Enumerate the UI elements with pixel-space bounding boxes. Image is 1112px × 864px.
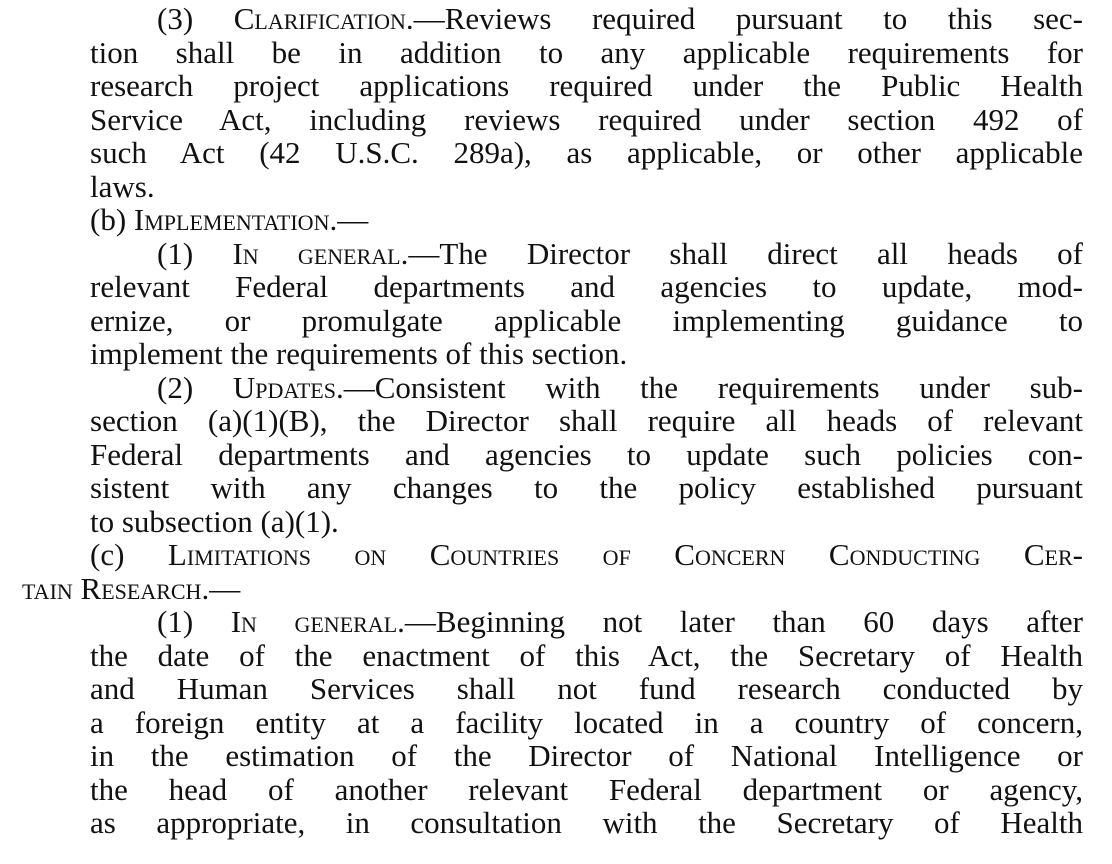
updates-line-2: section (a)(1)(B), the Director shall require all heads of relevant xyxy=(90,403,1083,438)
in-general-c-line-7: as appropriate, in consultation with the Secretary of Health xyxy=(90,805,1083,840)
in-general-b-text: The Director shall direct all heads of xyxy=(439,236,1083,271)
in-general-b-number: (1) xyxy=(157,236,194,271)
limitations-heading: Limitations on Countries of Concern Conducting Cer- xyxy=(167,537,1083,572)
updates-number: (2) xyxy=(157,370,194,405)
updates-line-5: to subsection (a)(1). xyxy=(90,504,339,539)
limitations-heading-line-2: tain Research.— xyxy=(22,571,241,606)
clarification-line-3: research project applications required under the Public Health xyxy=(90,68,1083,103)
clarification-line-4: Service Act, including reviews required under section 492 of xyxy=(90,102,1083,137)
clarification-line-6: laws. xyxy=(90,169,155,204)
in-general-b-line-2: relevant Federal departments and agencies to update, mod- xyxy=(90,269,1083,304)
updates-line-4: sistent with any changes to the policy established pursuant xyxy=(90,470,1083,505)
clarification-text: Reviews required pursuant to this sec- xyxy=(444,1,1084,36)
limitations-heading-line-1 xyxy=(90,538,1083,572)
in-general-c-line-1 xyxy=(157,605,1083,639)
updates-heading: Updates.— xyxy=(232,370,375,405)
limitations-number: (c) xyxy=(90,537,125,572)
updates-text: Consistent with the requirements under sub- xyxy=(374,370,1084,405)
in-general-c-number: (1) xyxy=(157,604,194,639)
clarification-line-2: tion shall be in addition to any applicable requirements for xyxy=(90,35,1083,70)
in-general-c-line-4: a foreign entity at a facility located in a country of concern, xyxy=(90,705,1083,740)
in-general-c-line-3: and Human Services shall not fund research conducted by xyxy=(90,671,1083,706)
clarification-line-1 xyxy=(157,2,1083,36)
in-general-b-line-1 xyxy=(157,237,1083,271)
updates-line-1 xyxy=(157,371,1083,405)
implementation-heading-line xyxy=(90,203,368,237)
clarification-number: (3) xyxy=(157,1,194,36)
in-general-b-line-3: ernize, or promulgate applicable implementing guidance to xyxy=(90,303,1083,338)
in-general-c-line-6: the head of another relevant Federal department or agency, xyxy=(90,772,1083,807)
clarification-line-5: such Act (42 U.S.C. 289a), as applicable, or other applicable xyxy=(90,135,1083,170)
in-general-c-text: Beginning not later than 60 days after xyxy=(435,604,1083,639)
in-general-c-heading: In general.— xyxy=(230,604,436,639)
in-general-c-line-2: the date of the enactment of this Act, the Secretary of Health xyxy=(90,638,1083,673)
in-general-b-line-4: implement the requirements of this section. xyxy=(90,336,628,371)
implementation-number: (b) xyxy=(90,202,127,237)
implementation-heading: Implementation.— xyxy=(133,202,369,237)
updates-line-3: Federal departments and agencies to update such policies con- xyxy=(90,437,1083,472)
in-general-c-line-5: in the estimation of the Director of National Intelligence or xyxy=(90,738,1083,773)
clarification-heading: Clarification.— xyxy=(233,1,445,36)
in-general-b-heading: In general.— xyxy=(232,236,440,271)
